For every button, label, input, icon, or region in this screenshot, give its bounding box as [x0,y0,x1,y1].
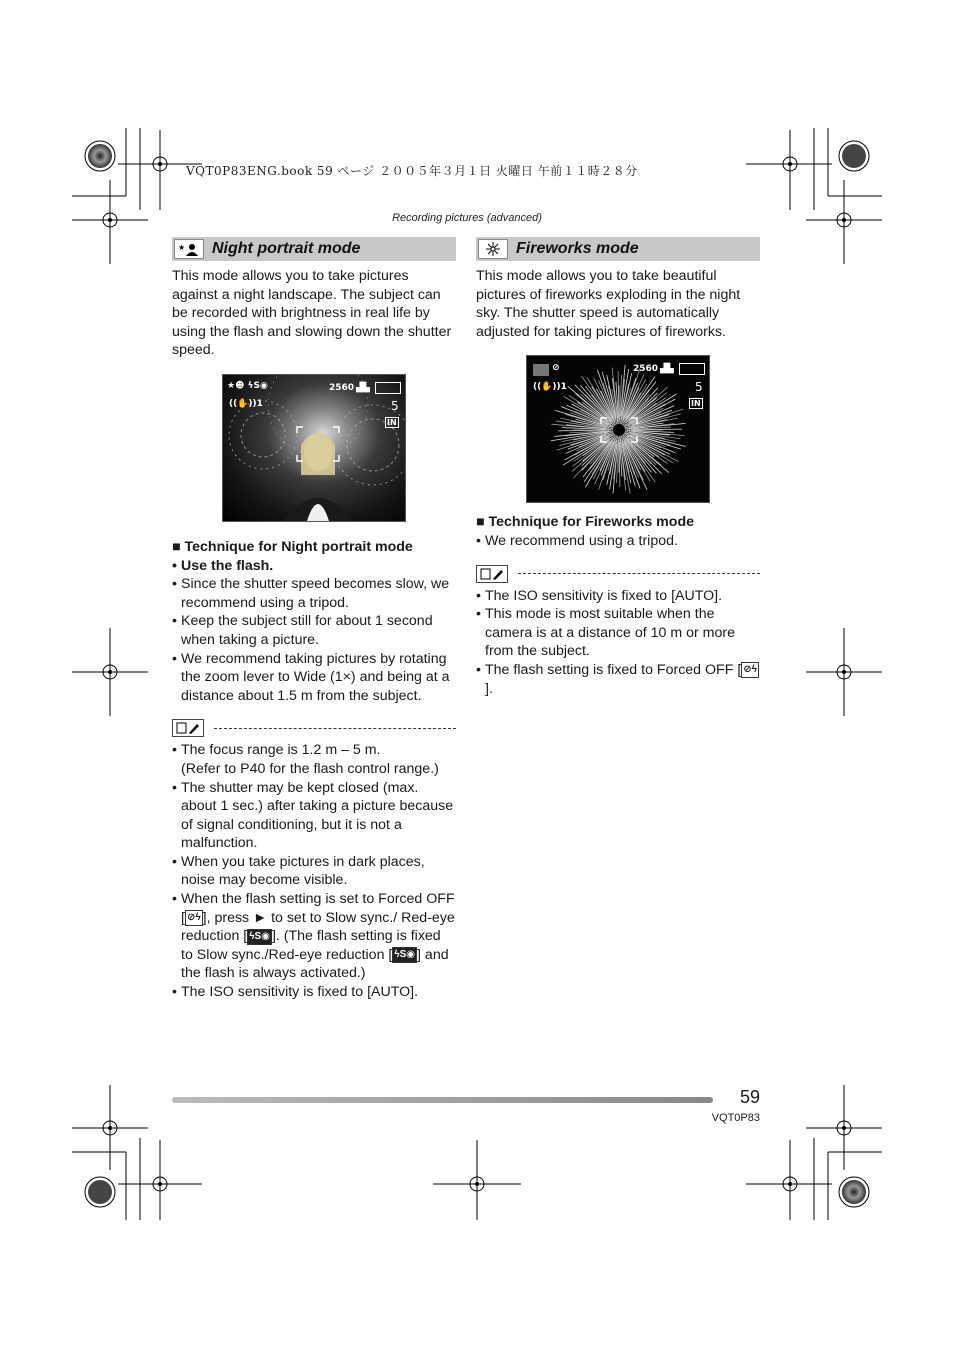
flash-forced-off-icon: ⊘ϟ [185,910,203,926]
osd-fireworks-icon [533,364,549,376]
night-note-divider [172,719,456,737]
list-item: • The ISO sensitivity is fixed to [AUTO]. [476,587,760,606]
fireworks-intro: This mode allows you to take beautiful pictures of fireworks exploding in the night sky. The shutter speed is automatically adjusted for taking pictures of fireworks. [476,268,741,340]
footer-bar [172,1097,713,1103]
osd-quality-icon: ▟▙ [660,364,674,375]
night-portrait-title: Night portrait mode [212,240,361,257]
fireworks-title: Fireworks mode [516,240,639,257]
fireworks-technique [476,513,760,550]
page-number: 59 [739,1087,760,1107]
fireworks-icon [478,239,508,259]
flash-forced-off-icon: ⊘ϟ [741,662,759,678]
osd-stabilizer-icon: ((✋))1 [229,398,263,409]
night-portrait-intro: This mode allows you to take pictures against a night landscape. The subject can be recorded with brightness in real life by using the flash and slowing down the shutter speed. [172,268,452,359]
list-item: • Use the flash. [172,557,456,576]
list-item: • The shutter may be kept closed (max. about 1 sec.) after taking a picture because of signal conditioning, but it is not a malfunction. [172,779,456,853]
osd-battery-icon [375,382,401,394]
osd-count: 5 [391,398,399,413]
fireworks-technique-heading: ■ Technique for Fireworks mode [476,514,695,531]
osd-stabilizer-icon: ((✋))1 [533,382,567,393]
list-item: • When you take pictures in dark places, noise may become visible. [172,853,456,890]
slow-sync-red-eye-icon: ϟS◉ [247,929,272,945]
list-item: • Since the shutter speed becomes slow, we recommend using a tripod. [172,575,456,612]
night-portrait-header [172,237,456,261]
night-technique [172,538,456,705]
running-title: Recording pictures (advanced) [392,212,542,224]
osd-quality-icon: ▟▙ [356,382,370,393]
osd-count: 5 [695,380,703,395]
list-item: • Keep the subject still for about 1 second when taking a picture. [172,612,456,649]
list-item: • The ISO sensitivity is fixed to [AUTO]. [172,983,456,1002]
fireworks-sample-photo [526,355,710,503]
fireworks-header [476,237,760,261]
osd-resolution: 2560 [329,382,355,393]
night-notes-list [172,741,456,1001]
list-item: • We recommend taking pictures by rotating the zoom lever to Wide (1×) and being at a distance about 1.5 m from the subject. [172,650,456,706]
osd-mode-icons: ★☻ ϟS◉ [227,380,268,391]
osd-flash-off-icon: ⊘ [552,363,560,374]
fireworks-notes-list [476,587,760,699]
note-pencil-icon [476,565,508,583]
night-portrait-sample-photo [222,374,406,522]
list-item: • When the flash setting is set to Forced OFF [ ⊘ϟ ], press ► to set to Slow sync./ Red-eye reduction [ ϟS◉ ]. (The flash setting is fixed to Slow sync./Red-eye reduction [ ϟS◉ ] and the flash is always activated.) [172,890,456,983]
slow-sync-red-eye-icon: ϟS◉ [392,947,417,963]
svg-text:★: ★ [178,243,186,252]
fireworks-section [476,237,760,698]
osd-resolution: 2560 [633,364,659,375]
night-portrait-icon [174,239,204,259]
night-scene-illustration [223,375,405,521]
list-item: • We recommend using a tripod. [476,532,760,551]
note-pencil-icon [172,719,204,737]
osd-memory-icon: IN [691,399,701,409]
osd-battery-icon [679,363,705,375]
fireworks-note-divider [476,565,760,583]
list-item: • The focus range is 1.2 m – 5 m. (Refer to P40 for the flash control range.) [172,741,456,778]
night-technique-heading: ■ Technique for Night portrait mode [172,538,413,555]
osd-memory-icon: IN [387,417,397,427]
night-portrait-section [172,237,456,1002]
model-code: VQT0P83 [711,1112,760,1124]
list-item: • This mode is most suitable when the camera is at a distance of 10 m or more from the subject. [476,605,760,661]
print-header: VQT0P83ENG.book 59 ページ ２００５年３月１日 火曜日 午前１１時２８分 [186,164,638,178]
list-item: • The flash setting is fixed to Forced OFF [ ⊘ϟ]. [476,661,760,698]
